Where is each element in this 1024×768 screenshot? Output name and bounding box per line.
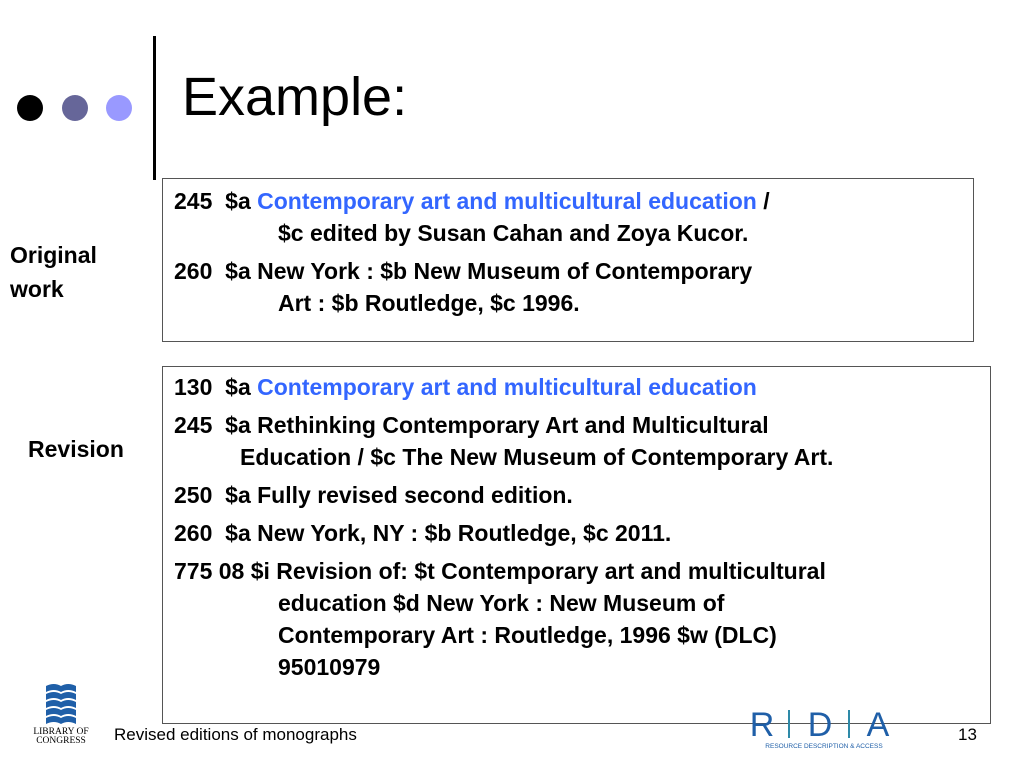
revision-field-245 bbox=[174, 409, 980, 473]
field-260-continuation: Art : $b Routledge, $c 1996. bbox=[278, 290, 580, 316]
rda-letter-d: D bbox=[807, 706, 833, 744]
rev-775-first-line: 775 08 $i Revision of: $t Contemporary art and multicultural bbox=[174, 558, 826, 584]
field-245-continuation: $c edited by Susan Cahan and Zoya Kucor. bbox=[278, 220, 749, 246]
field-260-first-line: 260 $a New York : $b New Museum of Contemporary bbox=[174, 258, 753, 284]
revision-field-260: 260 $a New York, NY : $b Routledge, $c 2011. bbox=[174, 520, 672, 546]
field-245-tag: 245 $a bbox=[174, 188, 258, 214]
field-245-title: Contemporary art and multicultural education bbox=[257, 188, 757, 214]
slide-title: Example: bbox=[182, 67, 408, 127]
label-original-line2: work bbox=[10, 276, 64, 302]
book-icon bbox=[14, 682, 108, 744]
rev-775-cont-3: 95010979 bbox=[278, 654, 381, 680]
label-original-line1: Original bbox=[10, 242, 97, 268]
revision-field-130 bbox=[174, 371, 980, 403]
field-130-tag: 130 $a bbox=[174, 374, 258, 400]
field-245-slash: / bbox=[756, 188, 770, 214]
page-number: 13 bbox=[958, 725, 977, 744]
library-of-congress-logo bbox=[14, 682, 108, 749]
bullet-dot-lavender bbox=[106, 95, 132, 121]
original-record-box bbox=[162, 178, 974, 342]
original-field-260 bbox=[174, 255, 963, 319]
rda-letter-r: R bbox=[749, 706, 775, 744]
label-original-work bbox=[10, 238, 97, 306]
rev-245-continuation: Education / $c The New Museum of Contemporary Art. bbox=[240, 444, 834, 470]
title-divider bbox=[153, 36, 156, 180]
bullet-dot-purple bbox=[62, 95, 88, 121]
revision-record-box bbox=[162, 366, 991, 724]
rev-245-first-line: 245 $a Rethinking Contemporary Art and Multicultural bbox=[174, 412, 769, 438]
revision-field-775 bbox=[174, 555, 980, 683]
rev-775-cont-2: Contemporary Art : Routledge, 1996 $w (DLC) bbox=[278, 622, 777, 648]
loc-line2: CONGRESS bbox=[36, 736, 86, 744]
loc-line1: LIBRARY OF bbox=[33, 727, 89, 737]
revision-field-250: 250 $a Fully revised second edition. bbox=[174, 482, 573, 508]
original-field-245 bbox=[174, 185, 963, 249]
bullet-dot-black bbox=[17, 95, 43, 121]
rev-775-cont-1: education $d New York : New Museum of bbox=[278, 590, 725, 616]
rda-tagline: RESOURCE DESCRIPTION & ACCESS bbox=[765, 743, 883, 750]
field-130-title: Contemporary art and multicultural education bbox=[257, 374, 757, 400]
rda-logo bbox=[748, 704, 900, 755]
rda-separator-1 bbox=[788, 710, 790, 738]
footer-text: Revised editions of monographs bbox=[114, 725, 357, 744]
rda-letter-a: A bbox=[866, 706, 890, 744]
label-revision: Revision bbox=[28, 436, 124, 462]
rda-separator-2 bbox=[848, 710, 850, 738]
